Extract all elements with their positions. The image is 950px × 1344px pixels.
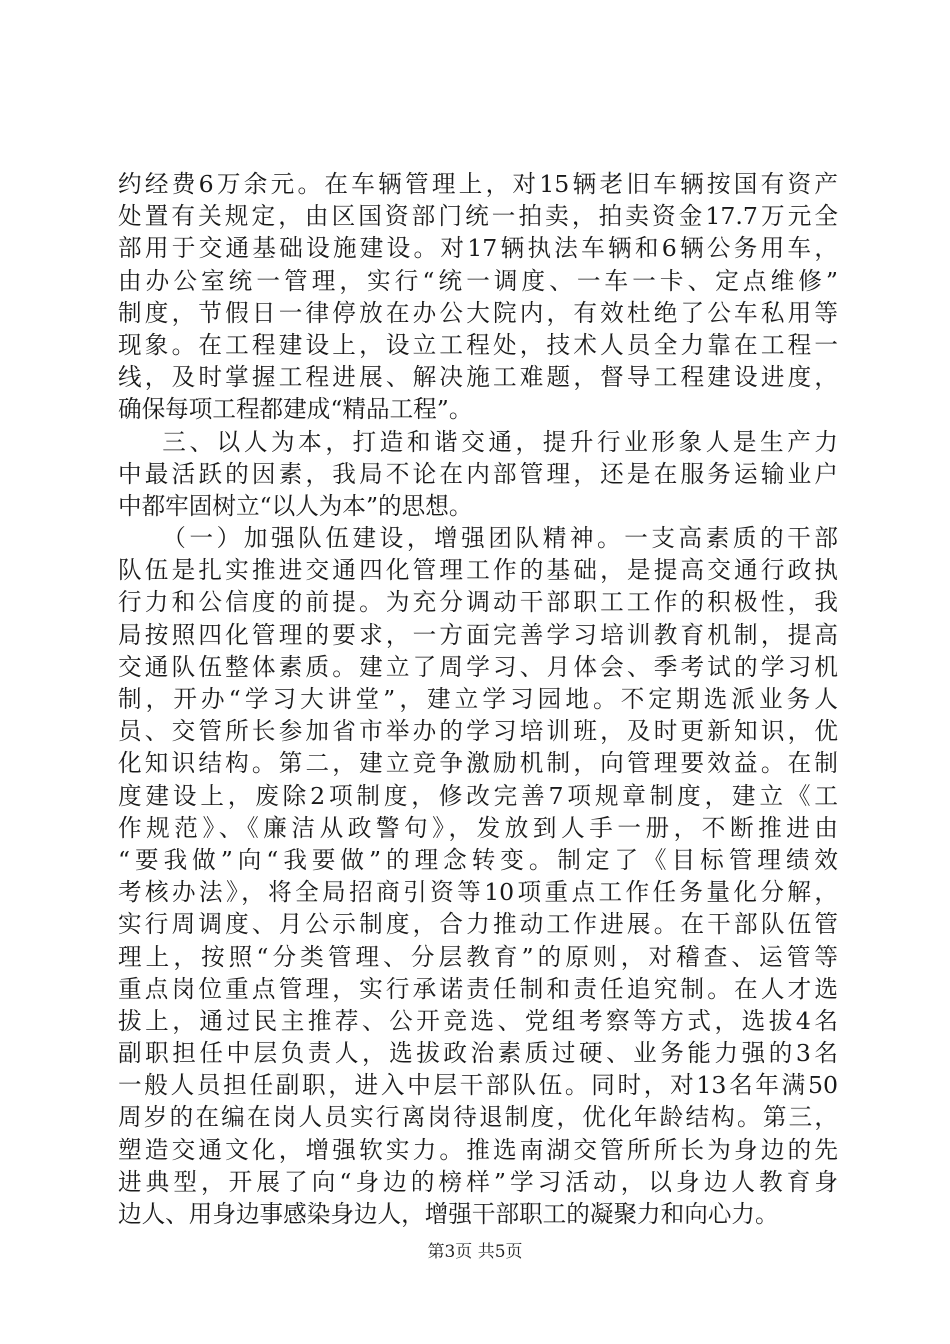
- text-line: 线，及时掌握工程进展、解决施工难题，督导工程建设进度，: [118, 363, 838, 392]
- text-line: 确保每项工程都建成“精品工程”。: [118, 395, 473, 424]
- text-line: 交通队伍整体素质。建立了周学习、月体会、季考试的学习机: [118, 652, 838, 681]
- text-line: 拔上，通过民主推荐、公开竞选、党组考察等方式，选拔4名: [118, 1006, 838, 1035]
- text-line: 中最活跃的因素，我局不论在内部管理，还是在服务运输业户: [118, 459, 838, 488]
- text-line: 实行周调度、月公示制度，合力推动工作进展。在干部队伍管: [118, 910, 838, 939]
- text-line: 边人、用身边事感染身边人，增强干部职工的凝聚力和向心力。: [118, 1200, 779, 1228]
- text-line: 塑造交通文化，增强软实力。推选南湖交管所所长为身边的先: [118, 1135, 838, 1164]
- text-line: （一）加强队伍建设，增强团队精神。一支高素质的干部: [118, 524, 838, 553]
- text-line: 约经费6万余元。在车辆管理上，对15辆老旧车辆按国有资产: [118, 170, 838, 198]
- text-line: 理上，按照“分类管理、分层教育”的原则，对稽查、运管等: [118, 942, 838, 971]
- text-line: 考核办法》，将全局招商引资等10项重点工作任务量化分解，: [118, 878, 838, 907]
- page-number-label: 第3页 共5页: [427, 1242, 523, 1262]
- text-line: 作规范》、《廉洁从政警句》，发放到人手一册，不断推进由: [118, 813, 838, 842]
- text-line: 度建设上，废除2项制度，修改完善7项规章制度，建立《工: [118, 781, 838, 810]
- text-line: 局按照四化管理的要求，一方面完善学习培训教育机制，提高: [118, 620, 838, 649]
- text-line: 周岁的在编在岗人员实行离岗待退制度，优化年龄结构。第三，: [118, 1103, 838, 1132]
- body-text: [118, 168, 838, 1230]
- text-line: 中都牢固树立“以人为本”的思想。: [118, 491, 473, 520]
- text-line: 部用于交通基础设施建设。对17辆执法车辆和6辆公务用车，: [118, 234, 838, 263]
- text-line: 行力和公信度的前提。为充分调动干部职工工作的积极性，我: [118, 588, 838, 617]
- text-line: 制度，节假日一律停放在办公大院内，有效杜绝了公车私用等: [118, 298, 838, 327]
- text-line: 副职担任中层负责人，选拔政治素质过硬、业务能力强的3名: [118, 1039, 838, 1068]
- text-line: 由办公室统一管理，实行“统一调度、一车一卡、定点维修”: [118, 266, 838, 295]
- text-line: 制，开办“学习大讲堂”，建立学习园地。不定期选派业务人: [118, 685, 838, 713]
- text-line: 现象。在工程建设上，设立工程处，技术人员全力靠在工程一: [118, 330, 838, 359]
- text-line: 进典型，开展了向“身边的榜样”学习活动，以身边人教育身: [118, 1167, 838, 1196]
- text-line: “要我做”向“我要做”的理念转变。制定了《目标管理绩效: [118, 845, 838, 874]
- text-line: 重点岗位重点管理，实行承诺责任制和责任追究制。在人才选: [118, 974, 838, 1003]
- text-line: 三、以人为本，打造和谐交通，提升行业形象人是生产力: [118, 427, 838, 456]
- page-footer: [0, 1242, 950, 1262]
- text-line: 处置有关规定，由区国资部门统一拍卖，拍卖资金17.7万元全: [118, 202, 838, 231]
- text-line: 员、交管所长参加省市举办的学习培训班，及时更新知识，优: [118, 717, 838, 746]
- text-line: 化知识结构。第二，建立竞争激励机制，向管理要效益。在制: [118, 749, 838, 778]
- text-line: 一般人员担任副职，进入中层干部队伍。同时，对13名年满50: [118, 1071, 838, 1100]
- text-line: 队伍是扎实推进交通四化管理工作的基础，是提高交通行政执: [118, 556, 838, 585]
